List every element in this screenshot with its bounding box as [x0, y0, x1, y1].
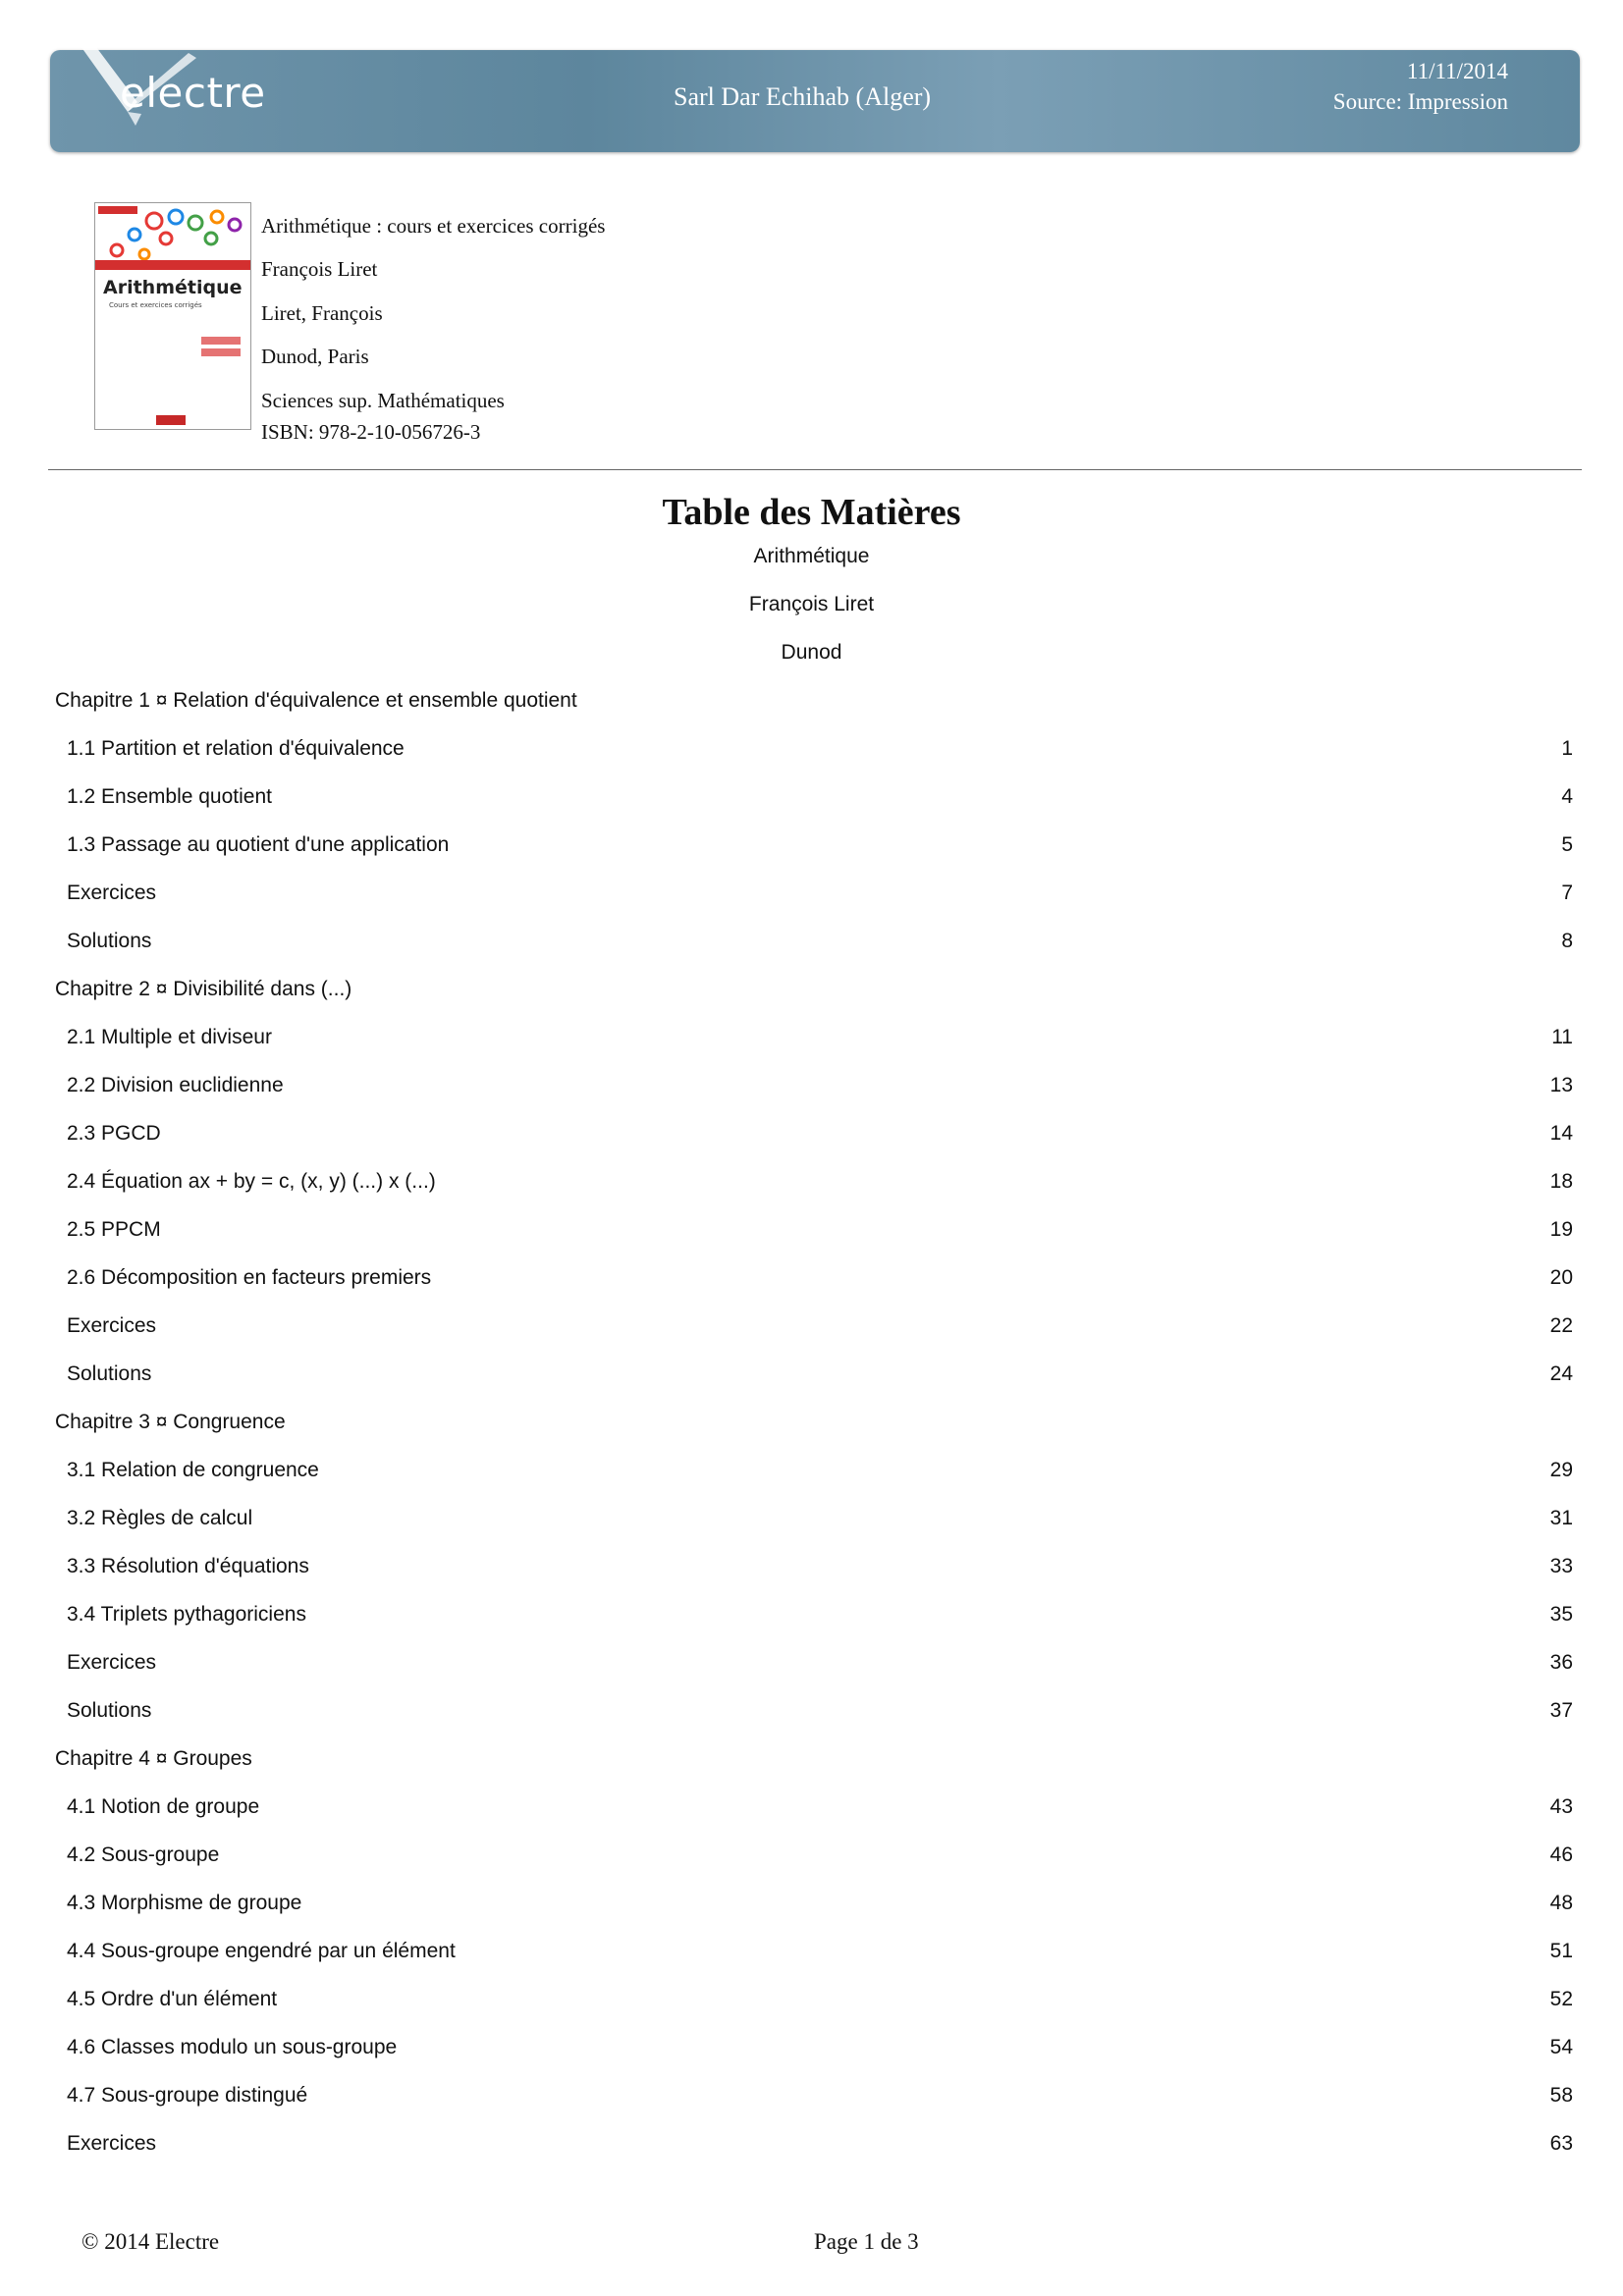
toc-entry-label: 4.3 Morphisme de groupe: [67, 1892, 302, 1914]
footer-copyright: © 2014 Electre: [81, 2229, 220, 2254]
toc-page-number: 19: [1549, 1218, 1573, 1241]
divider: [48, 469, 1582, 470]
toc-entry-row: [0, 1026, 1623, 1055]
toc-publisher: Dunod: [781, 641, 842, 664]
print-date: 11/11/2014: [1406, 59, 1508, 83]
toc-entry-row: [0, 1314, 1623, 1344]
toc-page-number: 11: [1551, 1026, 1573, 1048]
cover-art-icon: [95, 203, 250, 429]
book-cover: [94, 202, 251, 430]
toc-entry-label: 2.5 PPCM: [67, 1218, 161, 1241]
page-indicator: Page 1 de 3: [814, 2229, 919, 2254]
toc-entry-row: [0, 1843, 1623, 1873]
toc-page-number: 1: [1561, 737, 1573, 760]
toc-entry-row: [0, 737, 1623, 767]
toc-entry-row: [0, 881, 1623, 911]
book-title: Arithmétique : cours et exercices corrigés: [261, 214, 606, 238]
toc-entry-row: [0, 1507, 1623, 1536]
toc-entry-label: 1.2 Ensemble quotient: [67, 785, 272, 808]
header-meta: [1333, 56, 1508, 117]
toc-page-number: 33: [1549, 1555, 1573, 1577]
toc-entry-row: [0, 1459, 1623, 1488]
toc-entry-label: 4.7 Sous-groupe distingué: [67, 2084, 308, 2107]
toc-entry-label: Exercices: [67, 2132, 157, 2155]
toc-entry-label: 2.1 Multiple et diviseur: [67, 1026, 272, 1048]
toc-entry-row: [0, 1074, 1623, 1103]
toc-entry-label: 3.4 Triplets pythagoriciens: [67, 1603, 306, 1626]
toc-entry-row: [0, 833, 1623, 863]
toc-chapter-label: Chapitre 3 ¤ Congruence: [55, 1411, 286, 1433]
toc-chapter-label: Chapitre 1 ¤ Relation d'équivalence et ensemble quotient: [55, 689, 577, 712]
toc-page-number: 5: [1561, 833, 1573, 856]
toc-subtitle: Arithmétique: [753, 545, 870, 567]
toc-entry-row: [0, 2036, 1623, 2065]
toc-entry-label: Exercices: [67, 1314, 157, 1337]
toc-chapter-row: [0, 1411, 1623, 1440]
toc-author: François Liret: [748, 593, 875, 615]
cover-subtitle: Cours et exercices corrigés: [109, 301, 202, 309]
toc-page-number: 51: [1549, 1940, 1573, 1962]
toc-entry-row: [0, 1266, 1623, 1296]
toc-entry-row: [0, 1651, 1623, 1681]
toc-entry-label: 1.3 Passage au quotient d'une application: [67, 833, 450, 856]
toc-page-number: 4: [1561, 785, 1573, 808]
book-isbn: ISBN: 978-2-10-056726-3: [261, 420, 481, 444]
toc-entry-label: Solutions: [67, 1699, 152, 1722]
toc-page-number: 18: [1549, 1170, 1573, 1193]
toc-entry-label: 3.3 Résolution d'équations: [67, 1555, 309, 1577]
book-author-sort: Liret, François: [261, 301, 383, 325]
toc-page-number: 22: [1549, 1314, 1573, 1337]
toc-page-number: 31: [1549, 1507, 1573, 1529]
toc-chapter-label: Chapitre 4 ¤ Groupes: [55, 1747, 252, 1770]
toc-entry-label: Solutions: [67, 930, 152, 952]
toc-entry-row: [0, 1170, 1623, 1200]
toc-entry-label: 4.6 Classes modulo un sous-groupe: [67, 2036, 398, 2058]
toc-entry-row: [0, 2084, 1623, 2113]
book-collection: Sciences sup. Mathématiques: [261, 389, 505, 412]
toc-page-number: 8: [1561, 930, 1573, 952]
toc-entry-row: [0, 1940, 1623, 1969]
toc-page-number: 46: [1549, 1843, 1573, 1866]
toc-entry-label: 2.2 Division euclidienne: [67, 1074, 284, 1096]
toc-entry-row: [0, 930, 1623, 959]
toc-entry-row: [0, 1218, 1623, 1248]
toc-page-number: 20: [1549, 1266, 1573, 1289]
toc-entry-row: [0, 2132, 1623, 2162]
toc-entry-label: 2.3 PGCD: [67, 1122, 161, 1145]
cover-title: Arithmétique: [103, 277, 243, 298]
toc-entry-label: 2.6 Décomposition en facteurs premiers: [67, 1266, 432, 1289]
print-source: Source: Impression: [1332, 89, 1508, 114]
toc-chapter-row: [0, 978, 1623, 1007]
toc-page-number: 13: [1549, 1074, 1573, 1096]
toc-page-number: 36: [1549, 1651, 1573, 1674]
toc-page-number: 37: [1549, 1699, 1573, 1722]
toc-entry-row: [0, 1892, 1623, 1921]
toc-entry-label: 1.1 Partition et relation d'équivalence: [67, 737, 405, 760]
toc-entry-row: [0, 1699, 1623, 1729]
toc-page-number: 7: [1561, 881, 1573, 904]
toc-entry-row: [0, 1122, 1623, 1151]
toc-entry-label: 4.4 Sous-groupe engendré par un élément: [67, 1940, 456, 1962]
toc-entry-label: Exercices: [67, 1651, 157, 1674]
bookseller-name: Sarl Dar Echihab (Alger): [674, 82, 932, 111]
toc-entry-row: [0, 785, 1623, 815]
logo-text: electre: [120, 69, 266, 117]
toc-page-number: 63: [1549, 2132, 1573, 2155]
toc-chapter-row: [0, 689, 1623, 719]
toc-entry-row: [0, 1795, 1623, 1825]
toc-entry-label: 4.2 Sous-groupe: [67, 1843, 220, 1866]
toc-entry-row: [0, 1555, 1623, 1584]
toc-entry-row: [0, 1603, 1623, 1632]
book-author: François Liret: [261, 257, 378, 281]
toc-entry-label: 3.1 Relation de congruence: [67, 1459, 319, 1481]
toc-heading: Table des Matières: [662, 492, 961, 533]
toc-entry-label: 4.1 Notion de groupe: [67, 1795, 260, 1818]
toc-entry-row: [0, 1988, 1623, 2017]
toc-entry-label: 2.4 Équation ax + by = c, (x, y) (...) x (...): [67, 1170, 436, 1193]
toc-chapter-row: [0, 1747, 1623, 1777]
toc-page-number: 24: [1549, 1362, 1573, 1385]
toc-page-number: 35: [1549, 1603, 1573, 1626]
toc-page-number: 29: [1549, 1459, 1573, 1481]
toc-entry-label: Exercices: [67, 881, 157, 904]
book-publisher: Dunod, Paris: [261, 345, 369, 368]
toc-page-number: 48: [1549, 1892, 1573, 1914]
toc-page-number: 14: [1549, 1122, 1573, 1145]
toc-page-number: 58: [1549, 2084, 1573, 2107]
toc-entry-label: 3.2 Règles de calcul: [67, 1507, 253, 1529]
toc-entry-label: Solutions: [67, 1362, 152, 1385]
toc-page-number: 52: [1549, 1988, 1573, 2010]
toc-entry-row: [0, 1362, 1623, 1392]
toc-chapter-label: Chapitre 2 ¤ Divisibilité dans (...): [55, 978, 352, 1000]
toc-entry-label: 4.5 Ordre d'un élément: [67, 1988, 278, 2010]
toc-page-number: 54: [1549, 2036, 1573, 2058]
toc-page-number: 43: [1549, 1795, 1573, 1818]
